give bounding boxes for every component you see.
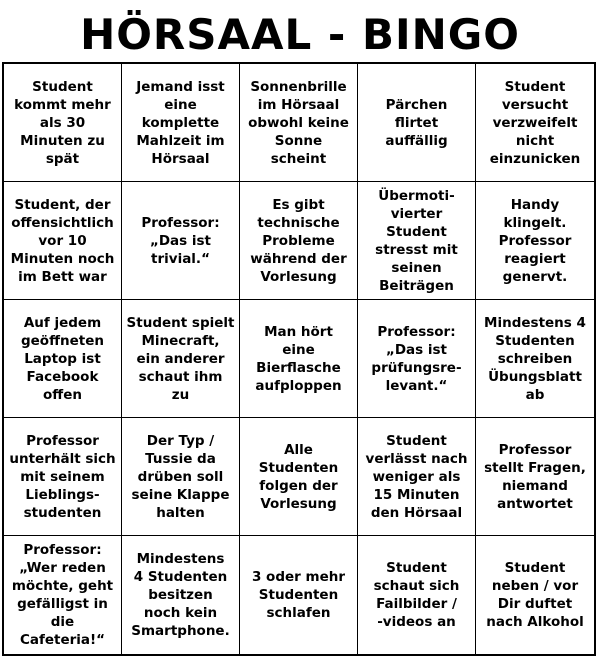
bingo-cell: Mindestens 4 Studenten schreiben Übungsblatt ab — [476, 300, 594, 418]
bingo-cell: Student kommt mehr als 30 Minuten zu spät — [4, 64, 122, 182]
bingo-cell: Es gibt technische Probleme während der Vorlesung — [240, 182, 358, 300]
bingo-cell: Student, der offensichtlich vor 10 Minuten noch im Bett war — [4, 182, 122, 300]
page-title: HÖRSAAL - BINGO — [80, 10, 520, 59]
bingo-cell: Student neben / vor Dir duftet nach Alkohol — [486, 560, 584, 630]
bingo-cell: 3 oder mehr Studenten schlafen — [240, 536, 358, 654]
bingo-cell: Übermoti- vierter Student stresst mit seinen Beiträgen — [358, 182, 476, 300]
bingo-cell: Professor: „Wer reden möchte, geht gefälligst in die Cafeteria!“ — [4, 536, 122, 654]
bingo-cell: Der Typ / Tussie da drüben soll seine Klappe halten — [122, 418, 240, 536]
bingo-cell: Sonnenbrille im Hörsaal obwohl keine Sonne scheint — [240, 64, 358, 182]
bingo-cell: Handy klingelt. Professor reagiert genervt. — [476, 182, 594, 300]
bingo-cell: Professor unterhält sich mit seinem Lieblings- studenten — [4, 418, 122, 536]
bingo-cell: Alle Studenten folgen der Vorlesung — [240, 418, 358, 536]
bingo-cell: Student schaut sich Failbilder / -videos an — [358, 536, 476, 654]
bingo-cell: Professor: „Das ist trivial.“ — [122, 182, 240, 300]
bingo-cell: Professor: „Das ist prüfungsre- levant.“ — [358, 300, 476, 418]
bingo-cell: Student verlässt nach weniger als 15 Minuten den Hörsaal — [358, 418, 476, 536]
bingo-cell: Auf jedem geöffneten Laptop ist Facebook offen — [4, 300, 122, 418]
bingo-cell: Jemand isst eine komplette Mahlzeit im Hörsaal — [122, 64, 240, 182]
bingo-cell: Professor stellt Fragen, niemand antwortet — [476, 418, 594, 536]
bingo-cell: Student spielt Minecraft, ein anderer schaut ihm zu — [122, 300, 240, 418]
bingo-cell: Student versucht verzweifelt nicht einzunicken — [476, 64, 594, 182]
bingo-grid — [2, 62, 596, 656]
bingo-cell: Pärchen flirtet auffällig — [358, 64, 476, 182]
bingo-cell: Man hört eine Bierflasche aufploppen — [240, 300, 358, 418]
bingo-cell: Mindestens 4 Studenten besitzen noch kein Smartphone. — [122, 536, 240, 654]
